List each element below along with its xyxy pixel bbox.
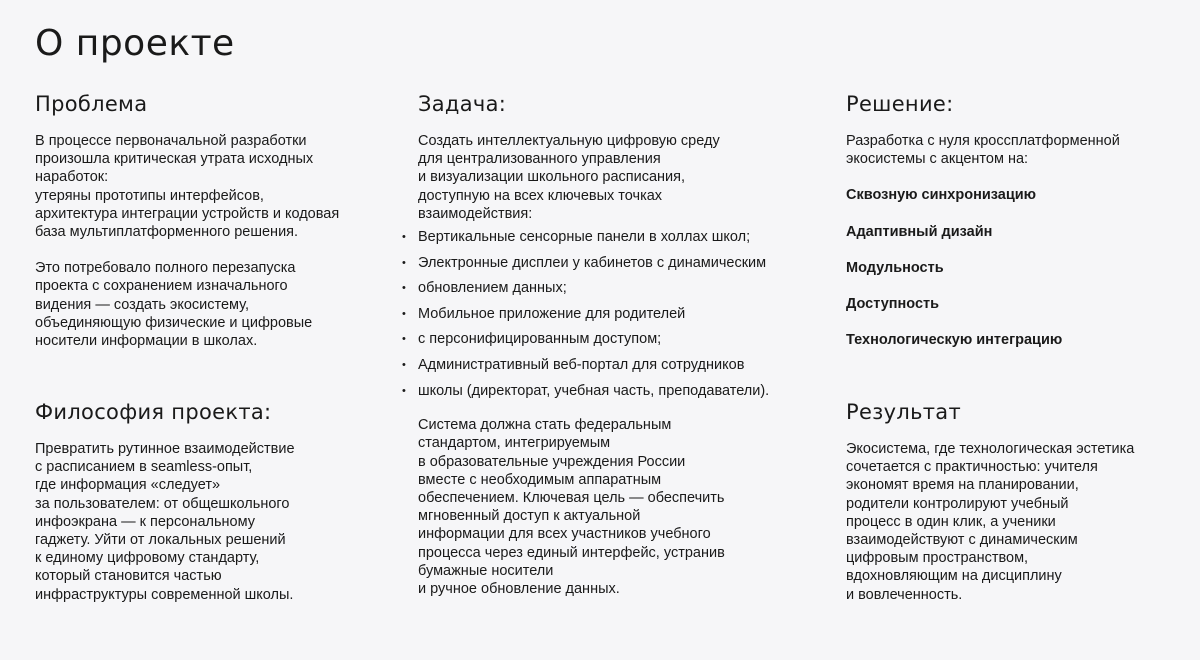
philosophy-text: Превратить рутинное взаимодействие с расписанием в seamless-опыт, где информация «следует» за пользователем: от общешкольного инфоэкрана — к персональному гаджету. Уйти от локальных решений к единому цифровому стандарту, который становится частью инфраструктуры современной школы. bbox=[35, 441, 295, 603]
result-section bbox=[846, 398, 1176, 604]
list-item: Адаптивный дизайн bbox=[846, 223, 993, 240]
task-section bbox=[418, 90, 818, 598]
task-bullet-list bbox=[418, 225, 818, 404]
list-item: • обновлением данных; bbox=[418, 276, 818, 302]
problem-title: Проблема bbox=[35, 92, 148, 116]
solution-intro: Разработка с нуля кроссплатформенной экосистемы с акцентом на: bbox=[846, 133, 1120, 168]
list-item: • Вертикальные сенсорные панели в холлах школ; bbox=[418, 225, 818, 251]
problem-text-2: Это потребовало полного перезапуска проекта с сохранением изначального видения — создать экосистему, объединяющую физические и цифровые носители информации в школах. bbox=[35, 260, 313, 350]
list-item: • с персонифицированным доступом; bbox=[418, 327, 818, 353]
task-intro: Создать интеллектуальную цифровую среду для централизованного управления и визуализации школьного расписания, доступную на всех ключевых точках взаимодействия: bbox=[418, 133, 720, 222]
solution-focus-list bbox=[846, 186, 1176, 349]
list-item: • школы (директорат, учебная часть, преподаватели). bbox=[418, 379, 818, 405]
problem-section bbox=[35, 90, 395, 350]
solution-section bbox=[846, 90, 1176, 367]
result-title: Результат bbox=[846, 400, 962, 424]
list-item: Технологическую интеграцию bbox=[846, 332, 1063, 349]
philosophy-section bbox=[35, 398, 395, 604]
list-item: • Мобильное приложение для родителей bbox=[418, 302, 818, 328]
task-title: Задача: bbox=[418, 92, 507, 116]
task-outro: Система должна стать федеральным стандартом, интегрируемым в образовательные учреждения России вместе с необходимым аппаратным обеспечением. Ключевая цель — обеспечить мгновенный доступ к актуальной информации для всех участников учебного процесса через единый интерфейс, устранив бумажные носители и ручное обновление данных. bbox=[418, 417, 725, 597]
list-item: Доступность bbox=[846, 295, 940, 312]
list-item: • Административный веб-портал для сотрудников bbox=[418, 353, 818, 379]
page-title: О проекте bbox=[35, 23, 235, 64]
problem-text-1: В процессе первоначальной разработки произошла критическая утрата исходных наработок: утеряны прототипы интерфейсов, архитектура интеграции устройств и кодовая база мультиплатформенного решения. bbox=[35, 133, 340, 241]
list-item: • Электронные дисплеи у кабинетов с динамическим bbox=[418, 251, 818, 277]
result-text: Экосистема, где технологическая эстетика сочетается с практичностью: учителя экономят время на планировании, родители контролируют учебный процесс в один клик, а ученики взаимодействуют с динамическим цифровым пространством, вдохновляющим на дисциплину и вовлеченность. bbox=[846, 441, 1135, 603]
philosophy-title: Философия проекта: bbox=[35, 400, 272, 424]
list-item: Сквозную синхронизацию bbox=[846, 187, 1037, 204]
list-item: Модульность bbox=[846, 259, 944, 276]
solution-title: Решение: bbox=[846, 92, 954, 116]
